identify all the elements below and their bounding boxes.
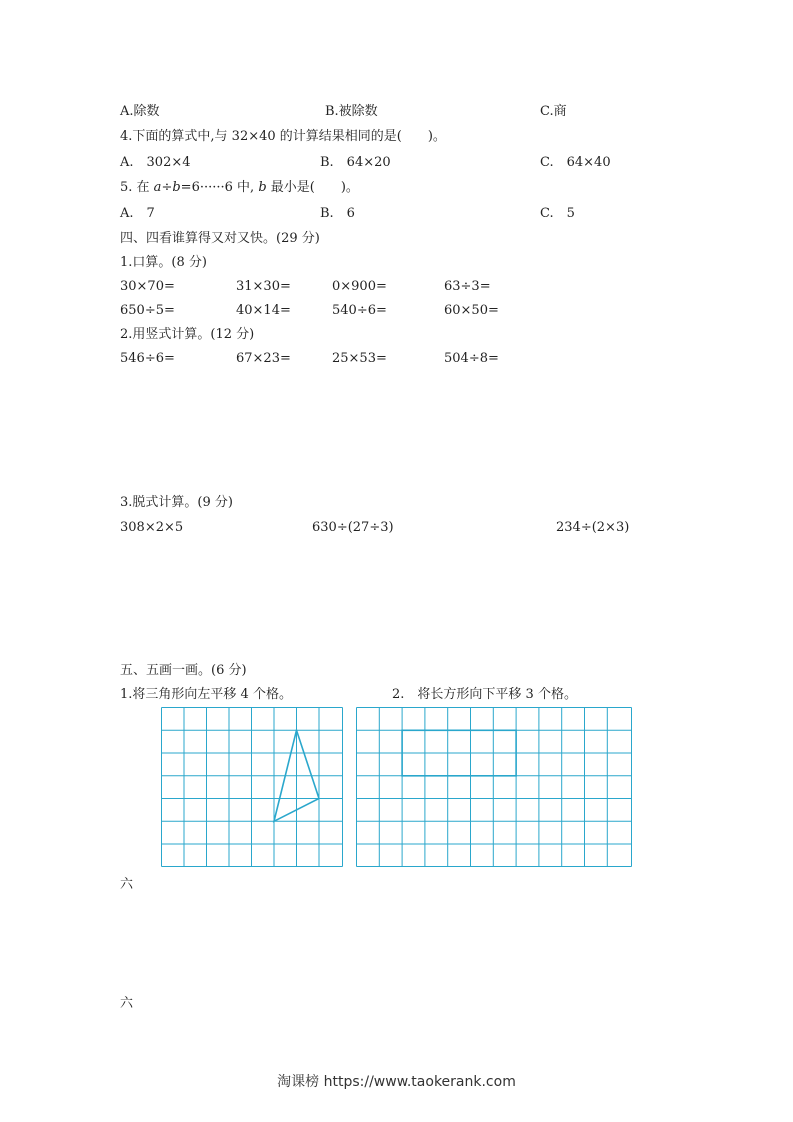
q4-option-c: C. 64×40	[540, 155, 611, 170]
vertical-item: 504÷8=	[444, 351, 499, 366]
q5-option-c: C. 5	[540, 206, 575, 221]
step-item: 308×2×5	[120, 520, 184, 535]
q4-stem: 4.下面的算式中,与 32×40 的计算结果相同的是( )。	[120, 129, 446, 144]
q5-stem	[120, 180, 359, 196]
oral-item: 63÷3=	[444, 279, 491, 294]
vertical-item: 67×23=	[236, 351, 291, 366]
oral-item: 31×30=	[236, 279, 291, 294]
q4-option-b: B. 64×20	[320, 155, 391, 170]
q5-mid: =6······6 中,	[180, 180, 259, 195]
grid-lines	[357, 708, 632, 867]
q5-prefix: 5. 在	[120, 180, 154, 195]
oral-item: 30×70=	[120, 279, 175, 294]
vertical-item: 25×53=	[332, 351, 387, 366]
oral-item: 650÷5=	[120, 303, 175, 318]
rectangle-grid	[356, 707, 633, 868]
q5-var-a: a	[153, 180, 162, 195]
section6-label: 六	[120, 877, 134, 892]
footer-watermark: 淘课榜 https://www.taokerank.com	[277, 1074, 516, 1090]
step-calc-title: 3.脱式计算。(9 分)	[120, 495, 233, 510]
q3-option-b: B.被除数	[325, 104, 378, 119]
q5-option-b: B. 6	[320, 206, 355, 221]
oral-item: 540÷6=	[332, 303, 387, 318]
vertical-item: 546÷6=	[120, 351, 175, 366]
section4-title: 四、四看谁算得又对又快。(29 分)	[120, 231, 320, 246]
q5-var-b2: b	[258, 180, 267, 195]
step-item: 234÷(2×3)	[556, 520, 630, 535]
q4-option-a: A. 302×4	[120, 155, 191, 170]
q5-var-b: b	[172, 180, 181, 195]
oral-calc-title: 1.口算。(8 分)	[120, 255, 207, 270]
q5-suffix: 最小是( )。	[266, 180, 359, 195]
section6-label: 六	[120, 996, 134, 1011]
triangle-grid	[161, 707, 344, 868]
draw-q2: 2. 将长方形向下平移 3 个格。	[392, 687, 577, 702]
section5-title: 五、五画一画。(6 分)	[120, 663, 247, 678]
q3-option-a: A.除数	[120, 104, 160, 119]
draw-q1: 1.将三角形向左平移 4 个格。	[120, 687, 292, 702]
q5-option-a: A. 7	[120, 206, 155, 221]
oral-item: 0×900=	[332, 279, 387, 294]
oral-item: 60×50=	[444, 303, 499, 318]
oral-item: 40×14=	[236, 303, 291, 318]
q3-option-c: C.商	[540, 104, 567, 119]
vertical-calc-title: 2.用竖式计算。(12 分)	[120, 327, 255, 342]
step-item: 630÷(27÷3)	[312, 520, 394, 535]
q5-div: ÷	[161, 180, 173, 195]
